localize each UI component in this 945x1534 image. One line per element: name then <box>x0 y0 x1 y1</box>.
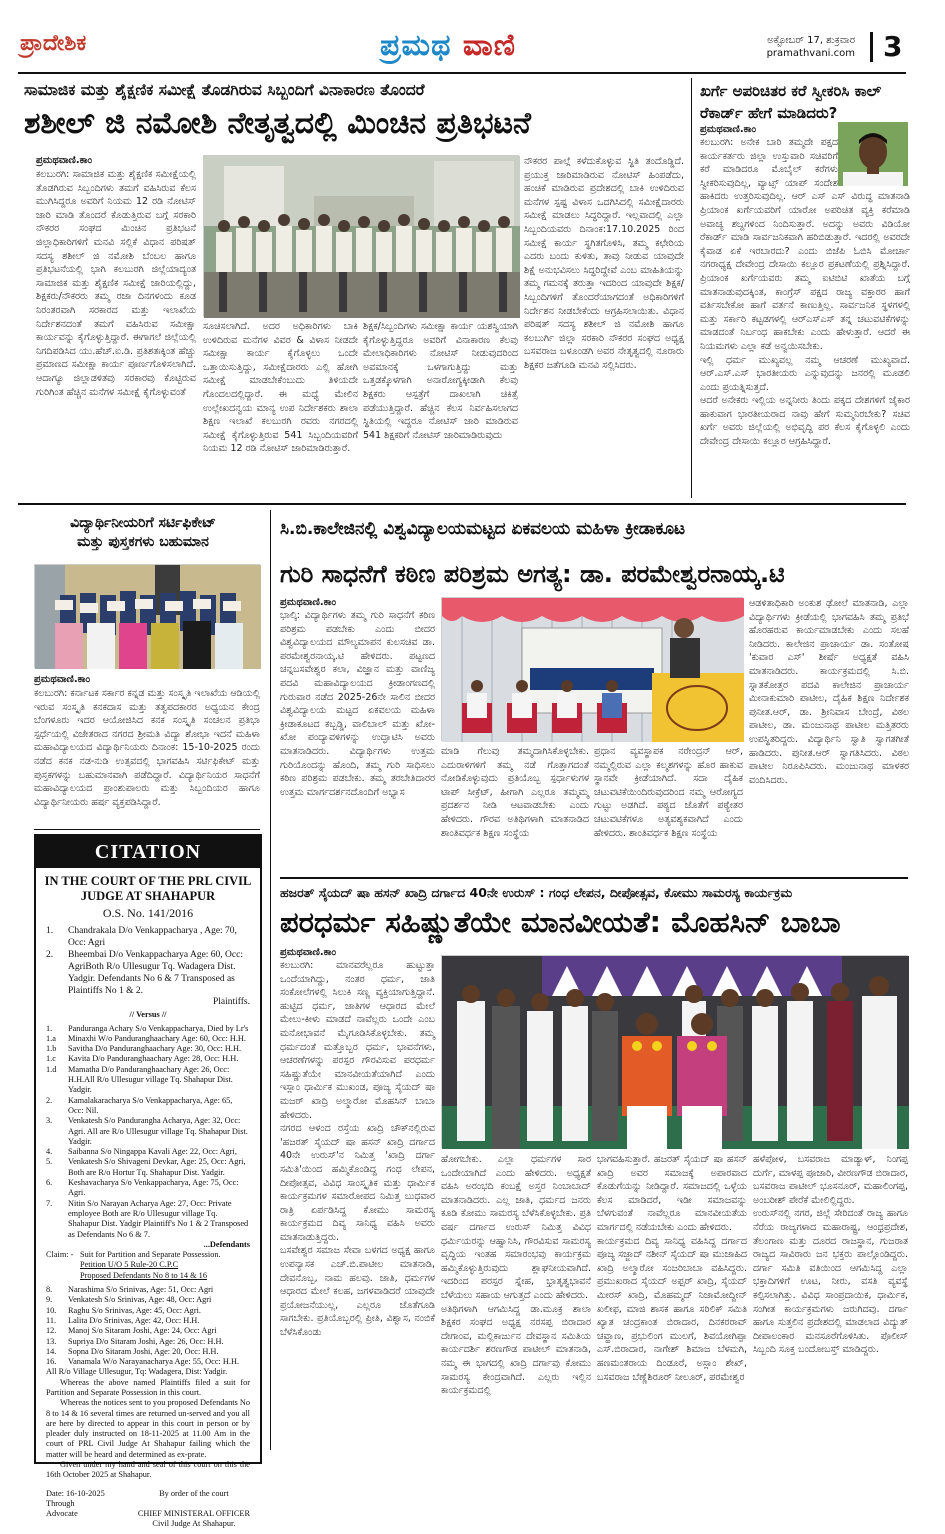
protest-photo <box>203 155 519 317</box>
story2-headline[interactable]: ಖರ್ಗೆ ಅಪರಿಚಿತರ ಕರೆ ಸ್ವೀಕರಿಸಿ ಕಾಲ್ ರೆಕಾರ್ಡ್ ಹೇಗೆ ಮಾಡಿದರು? <box>700 82 882 122</box>
sports-event-photo <box>441 597 743 741</box>
story4-col1: ಭಾಲ್ಕಿ: ವಿದ್ಯಾರ್ಥಿಗಳು ತಮ್ಮ ಗುರಿ ಸಾಧನೆಗೆ ಕಠಿಣ ಪರಿಶ್ರಮ ಪಡಬೇಕು ಎಂದು ಬೀದರ ವಿಶ್ವವಿದ್ಯಾಲಯದ ಮೌಲ್ಯಮಾಪನ ಕುಲಸಚಿವ ಡಾ. ಪರಮೇಶ್ವರನಾಯ್ಕ.ಟಿ ಹೇಳಿದರು. ಪಟ್ಟಣದ ಚನ್ನಬಸವೇಶ್ವರ ಕಲಾ, ವಿಜ್ಞಾನ ಮತ್ತು ವಾಣಿಜ್ಯ ಪದವಿ ಮಹಾವಿದ್ಯಾಲಯದ ಕ್ರೀಡಾಂಗಣದಲ್ಲಿ ಗುರುವಾರ ನಡೆದ 2025-26ನೇ ಸಾಲಿನ ಬೀದರ ವಿಶ್ವವಿದ್ಯಾಲಯ ಮಟ್ಟದ ಏಕವಲಯ ಮಹಿಳಾ ಕ್ರೀಡಾಕೂಟದ ಕಬ್ಬಡ್ಡಿ, ವಾಲಿಬಾಲ್ ಮತ್ತು ಖೋ-ಖೋ ಪಂದ್ಯಾವಳಿಗಳನ್ನು ಉದ್ಘಾಟಿಸಿ ಅವರು ಮಾತನಾಡಿದರು. ವಿದ್ಯಾರ್ಥಿಗಳು ಉತ್ತಮ ಗುರಿಯೊಂದನ್ನು ಹೊಂದಿ, ತಮ್ಮ ಗುರಿ ಸಾಧಿಸಲು ಕಠಿಣ ಪರಿಶ್ರಮ ಪಡಬೇಕು. ತಮ್ಮ ತರಬೇತಿದಾರರ ಉತ್ತಮ ಮಾರ್ಗದರ್ಶನದೊಂದಿಗೆ ಅಭ್ಯಾಸ <box>280 610 435 798</box>
story1-kicker: ಸಾಮಾಜಿಕ ಮತ್ತು ಶೈಕ್ಷಣಿಕ ಸಮೀಕ್ಷೆ ತೊಡಗಿರುವ ಸಿಬ್ಬಂದಿಗೆ ವಿನಾಕಾರಣ ತೊಂದರೆ <box>24 81 425 99</box>
story5-byline: ಪ್ರಮಥವಾಣಿ.ಕಾಂ <box>280 947 337 958</box>
party-number: 1.d <box>46 1064 57 1074</box>
story3-headline[interactable] <box>18 514 268 552</box>
section-label: ಪ್ರಾದೇಶಿಕ <box>20 30 87 56</box>
party-text: Manoj S/o Sitaram Joshi, Age: 24, Occ: Agri <box>68 1326 217 1336</box>
logo-part1: ಪ್ರಮಥ <box>380 28 452 63</box>
party-text: Kavita D/o Panduranghaachary Age: 28, Occ: H.H. <box>68 1054 239 1064</box>
party-number: 1. <box>46 926 54 936</box>
group-protest-image <box>204 156 520 318</box>
citation-party-row <box>46 1326 250 1336</box>
story5-col3: ಭಾಗವಹಿಸುತ್ತಾರೆ. ಹಜರತ್ ಸೈಯದ್ ಷಾ ಹಸನ್ ಖಾದ್ರಿ ಅವರ ಸಮಾಜಕ್ಕೆ ಅಪಾರವಾದ ಕೊಡುಗೆಯನ್ನು ನೀಡಿದ್ದಾರೆ. ಸಮಾಜದಲ್ಲಿ ಒಳ್ಳೆಯ ಕೆಲಸ ಮಾಡಿದರೆ, ಇಡೀ ಸಮಾಜವನ್ನು ಬೆಳಗುವಂತೆ ನಾವೆಲ್ಲರೂ ಮಾನವೀಯತೆಯ ಮಾರ್ಗದಲ್ಲಿ ನಡೆಯಬೇಕು ಎಂದು ಹೇಳಿದರು. ಕಾರ್ಯಕ್ರಮದ ದಿವ್ಯ ಸಾನಿಧ್ಯ ವಹಿಸಿದ್ದ ದರ್ಗಾದ ಪೂಜ್ಯ ಸಜ್ಜಾದ್ ನಶೀನ್ ಸೈಯದ್ ಷಾ ಮುಜಾಹಿದ ಖಾದ್ರಿ ಅಲ್ಮಾರೋ ಸಂಜರಿಬಾಬಾ ವಹಿಸಿದ್ದರು. ಪ್ರಮುಖರಾದ ಸೈಯದ್ ಅಫ್ಸರ್ ಖಾದ್ರಿ, ಸೈಯದ್ ಮೀರಸ್ ಖಾದ್ರಿ, ಮೊಹಮ್ಮದ್ ನಿಜಾಮೋದ್ದೀನ್ ಖಲೀಫ, ಮಾಜಿ ಶಾಸಕ ಹಾಗೂ ಸರಿಲಿಕ್ ಸಮಿತಿ ಖ್ಯಾತ ಚಂದ್ರಕಾಂತ ಬಿರಾದಾರ, ದಿನಕರರಾವ್ ಚವ್ಹಾಣ, ಪ್ರಭುಲಿಂಗ ಮುಲಗೆ, ಶಿವಯೋಗಿಪ್ಪಾ ಎಸ್.ಬಿರಾದಾರ, ನಾಗೇಶ್ ಶಿಮಾಜ ಬೆಳಮಗಿ, ಹಣಮಂತರಾಯ ದಿಂಡೂರೆ, ಅಸ್ಲಾಂ ಶೇಖ್, ಬಸವರಾಜ ಬೆಣ್ಣೆಶಿರೂರ್ ನೀಲೂರ್, ಪರಮೇಶ್ವರ <box>597 1154 747 1383</box>
story2-byline: ಪ್ರಮಥವಾಣಿ.ಕಾಂ <box>700 124 757 135</box>
notice-date: Date: 16-10-2025 <box>46 1488 105 1498</box>
citation-party-row <box>46 1116 250 1147</box>
versus-label: // Versus // <box>129 1010 167 1020</box>
citation-party-row <box>46 1337 250 1347</box>
claim <box>46 1250 250 1281</box>
citation-notice <box>34 834 262 1529</box>
party-text: Sopna D/o Sitaram Joshi, Age: 20, Occ: H.H. <box>68 1346 219 1356</box>
story4-kicker: ಸಿ.ಬಿ.ಕಾಲೇಜಿನಲ್ಲಿ ವಿಶ್ವವಿದ್ಯಾಲಯಮಟ್ಟದ ಏಕವಲಯ ಮಹಿಳಾ ಕ್ರೀಡಾಕೂಟ <box>280 519 686 539</box>
citation-party-row <box>46 1044 250 1054</box>
citation-party-row <box>46 1306 250 1316</box>
defendants-label: ...Defendants <box>203 1239 250 1249</box>
party-text: Saibanna S/o Ningappa Kavali Age: 22, Occ: Agri, <box>68 1147 237 1157</box>
signature-row <box>46 1489 250 1530</box>
edition-info <box>720 34 855 60</box>
party-number: 4. <box>46 1147 53 1157</box>
signature-right <box>138 1489 250 1530</box>
story3-headline-line1: ವಿದ್ಯಾರ್ಥಿನೀಯರಿಗೆ ಸರ್ಟಿಫಿಕೇಟ್ <box>70 515 216 531</box>
party-text: Venkatesh S/o Shivageni Devkar, Age: 25, Occ: Agri, Both are R/o Hortur Tq. Shahapur Dist. Yadgir. <box>68 1157 246 1177</box>
story4-col4: ಆಡಳಿತಾಧಿಕಾರಿ ಅಂಕುಶ ಢೋಲೆ ಮಾತನಾಡಿ, ಎಲ್ಲಾ ವಿದ್ಯಾರ್ಥಿಗಳು ಕ್ರೀಡೆಯಲ್ಲಿ ಭಾಗವಹಿಸಿ ತಮ್ಮ ಪ್ರತಿಭೆ ಹೊರಹರುವ ಕಾರ್ಯಮಾಡಬೇಕು ಎಂದು ಸಲಹೆ ನೀಡಿದರು. ಕಾಲೇಜಿನ ಪ್ರಾಚಾರ್ಯ ಡಾ. ಸಂತೋಷ 'ಕುವಾರ ಎಸ್' ಶೀರ್ಷೆ ಅಧ್ಯಕ್ಷತೆ ವಹಿಸಿ ಮಾತನಾಡಿದರು. ಕಾರ್ಯಕ್ರಮದಲ್ಲಿ ಸಿ.ಬಿ. ಸ್ನಾತಕೋತ್ತರ ಪದವಿ ಕಾಲೇಜಿನ ಪ್ರಾಚಾರ್ಯ ಮೀನಾಕುಮಾರಿ ಪಾಟೀಲ, ದೈಹಿಕ ಶಿಕ್ಷಣ ನಿರ್ದೇಶಕ ಪುನೀತ.ಆರ್, ಡಾ. ಶ್ರೀನಿವಾಸ ಬೇಂದ್ರೆ, ವಿಠಲ ಪಾಟೀಲ, ಡಾ. ಮಂಜುನಾಥ ಪಾಟೀಲ ಮತ್ತಿತರರು ಉಪಸ್ಥಿತರಿದ್ದರು. ವಿದ್ಯಾರ್ಥಿನಿ ಸ್ವಾತಿ ಸ್ವಾಗತಗೀತೆ ಹಾಡಿದರು. ಪುನೀತ.ಆರ್ ಸ್ವಾಗತಿಸಿದರು. ವಿಠಲ ಪಾಟೀಲ ನಿರೂಪಿಸಿದರು. ಮಂಜುನಾಥ ಮಾಳಕರ ವಂದಿಸಿದರು. <box>749 598 909 786</box>
urus-felicitation-image <box>442 956 909 1149</box>
story5-headline[interactable]: ಪರಧರ್ಮ ಸಹಿಷ್ಣುತೆಯೇ ಮಾನವೀಯತೆ: ಮೊಹಸಿನ್ ಬಾಬಾ <box>280 905 841 939</box>
citation-party-row <box>46 1096 250 1117</box>
party-number: 2. <box>46 950 54 960</box>
claim-label: Claim: - <box>46 1250 74 1260</box>
story1-col3: ಶಿಕ್ಷಕ/ಸಿಬ್ಬಂದಿಗಳು ಸಮೀಕ್ಷಾ ಕಾರ್ಯ ಯಶಸ್ವಿಯಾಗಿ ಕೈಗೊಳ್ಳುತ್ತಿದ್ದರೂ ಅವರಿಗೆ ವಿನಾಕಾರಣ ಕೆಲವು ಮೇಲಾಧಿಕಾರಿಗಳು ನೋಟಿಸ್ ನೀಡುವುದರಿಂದ ಅವಮಾನಕ್ಕೆ ಒಳಗಾಗುತ್ತಿದ್ದು ಮತ್ತು ಒತ್ತಡಕ್ಕೊಳಗಾಗಿ ಅನಾರೋಗ್ಯಕ್ಕೀಡಾಗಿ ಕೆಲವು ಶಿಕ್ಷಕರು ಆಸ್ಪತ್ರೆಗೆ ದಾಖಲಾಗಿ ಚಿಕಿತ್ಸೆ ಪಡೆಯುತ್ತಿದ್ದಾರೆ. ಹೆಚ್ಚಿನ ಕೆಲಸ ನಿರ್ವಹಿಸಲಾಗದ ಸ್ಥಿತಿಯಲ್ಲಿ ಇದ್ದರೂ ನೋಟಿಸ್ ಜಾರಿ ಮಾಡಿರುವ 541 ಶಿಕ್ಷಕರಿಗೆ ನೋಟಿಸ್ ಜಾರಿಮಾಡಿರುವುದು <box>363 321 518 441</box>
students-photo <box>34 564 260 668</box>
citation-party-row <box>46 1024 250 1034</box>
story3-byline: ಪ್ರಮಥವಾಣಿ.ಕಾಂ <box>34 674 91 685</box>
citation-party-row <box>46 1295 250 1305</box>
story1-byline: ಪ್ರಮಥವಾಣಿ.ಕಾಂ <box>36 155 93 166</box>
masthead-divider <box>18 72 906 74</box>
claim-line: Petition U/O 5 Rule-20 C.P.C <box>80 1260 179 1270</box>
story4-col2: ಮಾಡಿ ಗೆಲುವು ತಮ್ಮದಾಗಿಸಿಕೊಳ್ಳಬೇಕು. ಎದುರಾಳಿಗಳಿಗೆ ತಮ್ಮ ನಡೆ ಗೊತ್ತಾಗದಂತೆ ನೋಡಿಕೊಳ್ಳುವುದು ಪ್ರತಿಯೊಬ್ಬ ಸ್ಪರ್ಧಾಳುಗಳ ಟಾಪ್ ಸೀಕ್ರೆಟ್, ಹೀಗಾಗಿ ಎಲ್ಲರೂ ತಮ್ಮಮ್ಮ ಪ್ರದರ್ಶನ ನೀಡಿ ಆಟವಾಡಬೇಕು ಎಂದು ಹೇಳಿದರು. ಗೌರವ ಅತಿಥಿಗಳಾಗಿ ಮಾತನಾಡಿದ ಶಾಂತಿವರ್ಧಕ ಶಿಕ್ಷಣ ಸಂಸ್ಥೆಯ <box>441 746 589 839</box>
citation-party-row <box>46 1357 250 1367</box>
by-order-label: By order of the court <box>159 1488 229 1498</box>
story3-headline-line2: ಮತ್ತು ಪುಸ್ತಕಗಳು ಬಹುಮಾನ <box>77 534 209 550</box>
party-number: 8. <box>46 1285 53 1295</box>
party-number: 1.c <box>46 1054 56 1064</box>
citation-para1: Whereas the above named Plaintiffs filed a suit for Partition and Separate Possession in this court. <box>46 1377 250 1397</box>
citation-party-row <box>46 1347 250 1357</box>
story4-byline: ಪ್ರಮಥವಾಣಿ.ಕಾಂ <box>280 597 337 608</box>
party-number: 1.a <box>46 1033 56 1043</box>
citation-title: CITATION <box>36 836 260 868</box>
story5-col1: ಕಲಬುರಗಿ: ಮಾನವರೆಲ್ಲರೂ ಹುಟ್ಟುತ್ತಾ ಒಂದೆಯಾಗಿದ್ದು, ನಂತರ ಧರ್ಮ, ಜಾತಿ ಸಂಕೋಲೆಗಳಲ್ಲಿ ಸಿಲುಕಿ ಸಣ್ಣ ವ್ಯಕ್ತಿಯಾಗುತ್ತಿದ್ದಾನೆ. ಹುಟ್ಟಿದ ಧರ್ಮ, ಜಾತಿಗಳ ಆಧಾರದ ಮೇಲೆ ಮೇಲು-ಕೀಳು ಮಾಡದೆ ನಾವೆಲ್ಲರು ಒಂದೇ ಎಂಬ ಮನೋಭಾವನೆ ಮೈಗೂಡಿಸಿಕೊಳ್ಳಬೇಕು. ತಮ್ಮ ಧರ್ಮದಂತೆ ಮತ್ತೊಬ್ಬರ ಧರ್ಮ, ಭಾವನೆಗಳು, ಆಚರಣೆಗಳನ್ನು ಪರಸ್ಪರ ಗೌರವಿಸುವ ಪರಧರ್ಮ ಸಹಿಷ್ಣುತೆಯೇ ಮಾನವೀಯತೆಯಾಗಿದೆ ಎಂದು ಇಸ್ಲಾಂ ಧಾರ್ಮಿಕ ಮುಖಂಡ, ಪೂಜ್ಯ ಸೈಯದ್ ಷಾ ಮಜರ್ ಖಾದ್ರಿ ಅಲ್ಮಾರೋ ಮೊಹಸಿನ್ ಬಾಬಾ ಹೇಳಿದರು. ನಗರದ ಆಳಂದ ರಸ್ತೆಯ ಖಾದ್ರಿ ಚೌಕ್‌ನಲ್ಲಿರುವ 'ಹಜರತ್ ಸೈಯದ್ ಷಾ ಹಸನ್ ಖಾದ್ರಿ ದರ್ಗಾದ 40ನೇ ಉರುಸ್'ನ ನಿಮಿತ್ತ 'ಖಾದ್ರಿ ದರ್ಗಾ ಸಮಿತಿ'ಯಿಂದ ಹಮ್ಮಿಕೊಂಡಿದ್ದ ಗಂಧ ಲೇಪನ, ದೀಪೋತ್ಸವ, ವಿವಿಧ ಸಾಂಸ್ಕೃತಿಕ ಮತ್ತು ಧಾರ್ಮಿಕ ಕಾರ್ಯಕ್ರಮಗಳ ಸಮಾರೋಪದ ನಿಮಿತ್ತ ಬುಧವಾರ ರಾತ್ರಿ ಏರ್ಪಡಿಸಿದ್ದ ಕೋಮು ಸಾಮರಸ್ಯ ಕಾರ್ಯಕ್ರಮದ ದಿವ್ಯ ಸಾನಿಧ್ಯ ವಹಿಸಿ ಅವರು ಮಾತನಾಡುತ್ತಿದ್ದರು. ಬಸವೇಶ್ವರ ಸಮಾಜ ಸೇವಾ ಬಳಗದ ಅಧ್ಯಕ್ಷ ಹಾಗೂ ಉಪನ್ಯಾಸಕ ಎಚ್.ಬಿ.ಪಾಟೀಲ ಮಾತನಾಡಿ, ದೇವನೊಬ್ಬ, ನಾಮ ಹಲವು. ಜಾತಿ, ಧರ್ಮಗಳ ಆಧಾರದ ಮೇಲೆ ಕಲಹ, ಜಗಳವಾಡಿದರೆ ಯಾವುದೇ ಪ್ರಯೋಜನೆಯುಲ್ಲ, ಎಲ್ಲರೂ ಜೊತೆಗೂಡಿ ಸಾಗಬೇಕು. ಪ್ರತಿಯೊಬ್ಬರಲ್ಲಿ ಪ್ರೀತಿ, ವಿಶ್ವಾಸ, ನಂಬಿಕೆ ಬೆಳೆಸಿಕೊಂಡು <box>280 960 435 1339</box>
story5-col4: ಹಳೆಪೋಳ, ಬಸವರಾಜ ಮಾಡ್ಯಾಳ್, ನಿಂಗಪ್ಪ ದುರ್ಗೆ, ಮಾಳಪ್ಪ ಪೂಜಾರಿ, ವೀರಣಗೌಡ ಬಿರಾದಾರ, ಬಸವರಾಜ ಪಾಟೀಲ್ ಭೂಸನೂರ್, ಮಹಾಲಿಂಗಪ್ಪ, ಅಂಬರೀಶ್ ಪೇರೆಕೆ ಮೇಲಿಲ್ಲಿದ್ದರು. ಉರುಸ್‌ನಲ್ಲಿ ನಗರ, ಜಿಲ್ಲೆ ಸೇರಿದಂತೆ ರಾಜ್ಯ ಹಾಗೂ ನೆರೆಯ ರಾಜ್ಯಗಳಾದ ಮಹಾರಾಷ್ಟ್ರ, ಆಂಧ್ರಪ್ರದೇಶ, ತೆಲಂಗಾಣ ಮತ್ತು ದೂರದ ರಾಜಸ್ಥಾನ, ಗುಜರಾತ ರಾಜ್ಯದ ಸಾವಿರಾರು ಜನ ಭಕ್ತರು ಪಾಲ್ಗೊಂಡಿದ್ದರು. ದರ್ಗಾ ಸಮಿತಿ ವತಿಯಿಂದ ಆಗಮಿಸಿದ್ದ ಎಲ್ಲಾ ಭಕ್ತಾದಿಗಳಿಗೆ ಊಟ, ನೀರು, ವಸತಿ ವ್ಯವಸ್ಥೆ ಕಲ್ಪಿಸಲಾಗಿತ್ತು. ವಿವಿಧ ಸಾಂಪ್ರದಾಯಿಕ, ಧಾರ್ಮಿಕ, ಸಂಗೀತ ಕಾರ್ಯಕ್ರಮಗಳು ಜರುಗಿದವು. ದರ್ಗಾ ಹಾಗೂ ಸುತ್ತಲಿನ ಪ್ರದೇಶದಲ್ಲಿ ಮಾಡಲಾದ ವಿದ್ಯುತ್ ದೀಪಾಲಂಕಾರ ಮನಸೂರೆಗೊಳಿಸಿತು. ಪೊಲೀಸ್ ಸಿಬ್ಬಂದಿ ಸೂಕ್ತ ಬಂದೋಬಸ್ತ್ ಮಾಡಿದ್ದರು. <box>753 1154 908 1356</box>
party-number: 12. <box>46 1326 57 1336</box>
party-text: Mamatha D/o Panduranghaachary Age: 26, Occ: H.H.All R/o Ullesugur village Tq. Shahapur Dist. Yadgir. <box>68 1064 233 1095</box>
party-text: Kamalakaracharya S/o Venkappacharya, Age: 65, Occ: Nil. <box>68 1095 233 1115</box>
citation-party-row <box>46 1034 250 1044</box>
photo-wrap <box>838 136 910 188</box>
party-text: Bheembai D/o Venkappacharya Age: 60, Occ: AgriBoth R/o Ullesugur Tq. Wadagera Dist. Yadgir. Defendants No 6 & 7 Transposed as Plaintiffs No 1 & 2. <box>68 950 243 996</box>
citation-party-row <box>46 925 250 949</box>
party-number: 11. <box>46 1315 57 1325</box>
story5-col2: ಹೋಗಬೇಕು. ಎಲ್ಲಾ ಧರ್ಮಗಳ ಸಾರ ಒಂದೇಯಾಗಿದೆ ಎಂದು ಹೇಳಿದರು. ಅಧ್ಯಕ್ಷತೆ ವಹಿಸಿ ಅರಂಭದಿ ಕಂಬಕ್ಷೆ ಅಸ್ತರ ನಿಂಬಾಬಾದ್‌ ಮಾತನಾಡಿದರು. ಎಲ್ಲ ಜಾತಿ, ಧರ್ಮದ ಜನರು ಕೂಡಿ ಕೋಮು ಸಾಮರಸ್ಯ ಬೆಳೆಸಿಕೊಳ್ಳಬೇಕು. ಪ್ರತಿ ವರ್ಷ ದರ್ಗಾದ ಉರುಸ್ ನಿಮಿತ್ತ ವಿವಿಧ ಧರ್ಮಿಯರನ್ನು ಆಹ್ವಾನಿಸಿ, ಗೌರವಿಸುವ ಸಾಮರಸ್ಯ ವೃದ್ಧಿಯ ಇಂತಹ ಸಮಾರಂಭವು ಕಾರ್ಯಕ್ರಮ ಹಮ್ಮಿಕೊಳ್ಳುತ್ತಿರುವುದು ಶ್ಲಾಘನೀಯವಾಗಿದೆ. ಇದರಿಂದ ಪರಸ್ಪರ ಸ್ನೇಹ, ಭ್ರಾತೃತ್ವಭಾವನೆ ಬೆಳೆಯಲು ಸಹಾಯ ಆಗುತ್ತದೆ ಎಂದು ಹೇಳಿದರು. ಅತಿಥಿಗಳಾಗಿ ಆಗಮಿಸಿದ್ದ ಡಾ.ಮೂಕ್ರ ಶಾಲಾ ಶಿಕ್ಷಕರ ಸಂಘದ ಅಧ್ಯಕ್ಷ ನರಸಪ್ಪ ಬಿರಾದಾರ ದೇಗಾಂವ, ಮಲ್ಲಿಕಾರ್ಜುನ ದೇವಸ್ಥಾನ ಸಮಿತಿಯ ಕಾರ್ಯದರ್ಶಿ ಶರಣಗೌಡ ಪಾಟೀಲ್ ಮಾತನಾಡಿ, ನಮ್ಮ ಈ ಭಾಗದಲ್ಲಿ ಖಾದ್ರಿ ದರ್ಗಾವು ಕೋಮು ಸಾಮರಸ್ಯ ಕೇಂದ್ರವಾಗಿದೆ. ಎಲ್ಲರು ಇಲ್ಲಿನ ಕಾರ್ಯಕ್ರಮದಲ್ಲಿ <box>441 1154 591 1397</box>
party-number: 14. <box>46 1346 57 1356</box>
through-label: Through <box>46 1498 75 1508</box>
party-number: 16. <box>46 1357 57 1367</box>
party-text: Narashima S/o Srinivas, Age: 51, Occ: Agri <box>68 1285 214 1295</box>
party-number: 3. <box>46 1116 53 1126</box>
party-text: Nitin S/o Narayan Acharya Age: 27, Occ: Private employee Both are R/o Ullesugur village Tq. Shahapur Dist. Yadgir Plaintiff's No 1 & 2 Transposed as Defendants No 6 & 7. <box>68 1198 249 1239</box>
party-text: Minaxhi W/o Panduranghaachary Age: 60, Occ: H.H. <box>68 1033 246 1043</box>
party-text: Venkatesh S/o Pandurangha Acharya, Age: 32, Occ: Agri. All are R/o Ullesugur village Tq. Shahapur Dist. Yadgir. <box>68 1116 248 1146</box>
party-number: 1. <box>46 1023 53 1033</box>
party-text: Venkatesh S/o Srinivas, Age: 48, Occ: Agri <box>68 1295 212 1305</box>
story4-col3: ಪ್ರಧಾನ ವ್ಯವಸ್ಥಾಪಕ ನರೇಂದ್ರನ್ ಆರ್, ನಮ್ಮಲ್ಲಿರುವ ಎಲ್ಲಾ ಕಲ್ಮಶಗಳನ್ನು ಹೊರ ಹಾಕುವ ಸ್ಥಾನವೇ ಕ್ರೀಡೆಯಾಗಿದೆ. ಸದಾ ದೈಹಿಕ ಚಟುವಟಿಕೆಯಿಂದಿರುವುದರಿಂದ ನಮ್ಮ ಆರೋಗ್ಯದ ಗುಟ್ಟು ಅಡಗಿದೆ. ಪಠ್ಯದ ಜೊತೆಗೆ ಪಠ್ಯೇತರ ಚಟುವಟಿಕೆಗಳೂ ಅತ್ಯವಶ್ಯಕವಾಗಿದೆ ಎಂದು ಹೇಳಿದರು. ಶಾಂತಿವರ್ಧಕ ಶಿಕ್ಷಣ ಸಂಸ್ಥೆಯ <box>594 746 743 839</box>
party-text: Savitha D/o Panduranghaachary Age: 30, Occ: H.H. <box>68 1044 242 1054</box>
case-number: O.S. No. 141/2016 <box>102 906 194 920</box>
claim-line: Proposed Defendants No 8 to 14 & 16 <box>80 1270 207 1280</box>
party-text: Lalita D/o Srinivas, Age: 42, Occ: H.H. <box>68 1315 200 1325</box>
story2-text: ಕಲಬುರಗಿ: ಅನೇಕ ಬಾರಿ ತಮ್ಮದೇ ಪಕ್ಷದ ಕಾರ್ಯಕರ್ತರು ಜಿಲ್ಲಾ ಉಸ್ತುವಾರಿ ಸಚಿವರಿಗೆ ಕರೆ ಮಾಡಿದರೂ ಮೊಬೈಲ್ ಕರೆಗಳು ಸ್ವೀಕರಿಸುವುದಿಲ್ಲ, ವ್ಯಾಟ್ಸ್ ಯಾಪ್ ಸಂದೇಶ ಹಾಕಿದರು ಉತ್ತರಿಸುವುದಿಲ್ಲ. ಆರ್ ಎಸ್ ಎಸ್ ವಿರುದ್ಧ ಮಾತನಾಡಿ ಪ್ರಿಯಾಂಕ ಖರ್ಗೆಯವರಿಗೆ ಯಾರೋ ಅಪರಿಚಿತ ವ್ಯಕ್ತಿ ಕರೆಮಾಡಿ ಅವಾಚ್ಯ ಶಬ್ದಗಳಿಂದ ನಿಂದಿಸುತ್ತಾರೆ. ಅದನ್ನು ಅವರು ವಿಡಿಯೋ ರೆಕಾರ್ಡ್ ಮಾಡಿ ಸಾರ್ವಜನಿಕವಾಗಿ ಹರಿಬಿಡುತ್ತಾರೆ. ಇದರಲ್ಲಿ ಅವರದೇ ಕೈವಾಡ ಏಕೆ ಇರಬಾರದು? ಎಂದು ಬಿಜೆಪಿ ಓಬಿಸಿ ಮೋರ್ಚಾ ನಗರಾಧ್ಯಕ್ಷ ದೇವೇಂದ್ರ ದೇಸಾಯಿ ಕಲ್ಲೂರ ಪ್ರಕಟಣೆಯಲ್ಲಿ ಪ್ರಶ್ನಿಸಿದ್ದಾರೆ. ಪ್ರಿಯಾಂಕ ಖರ್ಗೆಯವರು ತಮ್ಮ ಐಟಿಬಿಟಿ ಖಾತೆಯ ಬಗ್ಗೆ ಮಾತನಾಡುವುದಕ್ಕಿಂತ, ಕಾಂಗ್ರೆಸ್ ಪಕ್ಷದ ರಾಜ್ಯ ವಕ್ತಾರರ ಹಾಗೆ ವರ್ತಿಸಬೇಕೋ ಹಾಗೆ ವರ್ತನೆ ಕಾಣುತ್ತಿಲ್ಲ. ಸಾರ್ವಜನಿಕ ಸ್ಥಳಗಳಲ್ಲಿ ಮತ್ತು ಸರ್ಕಾರಿ ಕಟ್ಟಡಗಳಲ್ಲಿ ಆರ್‌ಎಸ್‌ಎಸ್ ತನ್ನ ಚಟುವಟಿಕೆಗಳನ್ನು ಮಾಡದಂತೆ ನಿರ್ಬಂಧ ಹಾಕಬೇಕು ಎಂದು ಹೇಳುತ್ತಾರೆ. ಆದರೆ ಈ ನಿಯಮಗಳು ಎಲ್ಲಾ ಕಡೆ ಅನ್ವಯಿಸಬೇಕು. ಇಲ್ಲಿ ಧರ್ಮ ಮುಖ್ಯವಲ್ಲ ನಮ್ಮ ಆಚರಣೆ ಮುಖ್ಯವಾದೆ. ಆರ್.ಎಸ್.ಎಸ್ ಭಾರತೀಯರು ಎನ್ನುವುದನ್ನು ಜನರಲ್ಲಿ ಮೂಡಲಿ ಎಂದು ಪ್ರಯತ್ನಿಸುತ್ತದೆ. ಆದರೆ ಅನೇಕರು ಇಲ್ಲಿಯ ಅನ್ನನೀರು ತಿಂದು ಪಕ್ಕದ ದೇಶಗಳಿಗೆ ಜೈಕಾರ ಹಾಕುವಾಗ ಭಾರತೀಯರಾದ ನಾವು ಹೇಗೆ ಸುಮ್ಮನಿರಬೇಕು? ಸಚಿವ ಖರ್ಗೆ ಅವರು ಜಿಲ್ಲೆಯಲ್ಲಿ ಅಭಿವೃದ್ಧಿ ಪರ ಕೆಲಸ ಕೈಗೊಳ್ಳಲಿ ಎಂದು ದೇವೇಂದ್ರ ದೇಸಾಯಿ ಕಲ್ಲೂರ ಆಗ್ರಹಿಸಿದ್ದಾರೆ. <box>700 137 910 448</box>
section-divider <box>18 503 906 505</box>
urus-photo <box>441 955 908 1148</box>
story2-body <box>700 136 910 496</box>
citation-party-row <box>46 949 250 997</box>
proposed-defendants-list <box>46 1285 250 1367</box>
party-number: 2. <box>46 1095 53 1105</box>
advocate-label: Advocate <box>46 1509 78 1519</box>
citation-party-row <box>46 1199 250 1240</box>
citation-party-row <box>46 1054 250 1064</box>
party-number: 7. <box>46 1198 53 1208</box>
citation-party-row <box>46 1285 250 1295</box>
newspaper-logo[interactable] <box>380 28 516 63</box>
sports-event-stage-image <box>442 598 744 742</box>
claim-lines <box>80 1250 221 1281</box>
story1-col4: ನೌಕರರ ಪಾಲ್ಗೆ ಕಳೆದುಕೊಳ್ಳುವ ಸ್ಥಿತಿ ತಂದೊಡ್ಡಿದೆ. ಪ್ರಯುಕ್ತ ಜಾರಿಮಾಡಿರುವ ನೋಟಿಸ್ ಹಿಂಪಡೆದು, ಹಂಚಿಕೆ ಮಾಡಿರುವ ಪ್ರದೇಶದಲ್ಲಿ ಬಾಕಿ ಉಳಿದಿರುವ ಮನೆಗಳ ಸ್ಪಷ್ಟ ವಿಳಾಸ ಒದಗಿಸಿದಲ್ಲಿ ಸಮೀಕ್ಷೆದಾರರು ಸಮೀಕ್ಷೆ ಮಾಡಲು ಸಿದ್ಧರಿದ್ದಾರೆ. ಇಲ್ಲವಾದಲ್ಲಿ ಎಲ್ಲಾ ಸಿಬ್ಬಂದಿಯವರು ದಿನಾಂಕ:17.10.2025 ರಿಂದ ಸಮೀಕ್ಷೆ ಕಾರ್ಯ ಸ್ಥಗಿತಗೊಳಿಸಿ, ತಮ್ಮ ಕಛೇರಿಯ ಎದರು ಬಂದು ಕುಳಿತು, ತಾವು ನೀಡುವ ಯಾವುದೇ ಶಿಕ್ಷೆ ಅನುಭವಿಸಲು ಸಿದ್ಧರಿದ್ದೇವೆ ಎಂಬ ಮಾಹಿತಿಯನ್ನು ತಮ್ಮ ಗಮನಕ್ಕೆ ತರುತ್ತಾ ಇದರಿಂದ ಯಾವುದೇ ಶಿಕ್ಷಕ/ಸಿಬ್ಬಂದಿಗಳಿಗೆ ತೊಂದರೆಯಾಗದಂತೆ ಅಧಿಕಾರಿಗಳಿಗೆ ನಿರ್ದೇಶನ ನೀಡಬೇಕೆಂದು ಆಗ್ರಹಿಸಲಾಯಿತು. ವಿಧಾನ ಪರಿಷತ್ ಸದಸ್ಯ ಶಶೀಲ್ ಜಿ ನಮೋಶಿ ಹಾಗೂ ಕಲಬುರ್ಗಿ ಜಿಲ್ಲಾ ಸರಕಾರಿ ನೌಕರರ ಸಂಘದ ಅಧ್ಯಕ್ಷ ಬಸವರಾಜ ಬಳೂಂಡಗಿ ಅವರ ನೇತೃತ್ವದಲ್ಲಿ ನೂರಾರು ಶಿಕ್ಷಕರ ಜತೆಗೂಡಿ ಮನವಿ ಸಲ್ಲಿಸಿದರು. <box>524 156 684 371</box>
students-certificates-image <box>35 565 261 669</box>
party-text: Vanamala W/o Narayanacharya Age: 55, Occ: H.H. <box>68 1357 240 1367</box>
story1-col1: ಕಲಬುರಗಿ: ಸಾಮಾಜಿಕ ಮತ್ತು ಶೈಕ್ಷಣಿಕ ಸಮೀಕ್ಷೆಯಲ್ಲಿ ತೊಡಗಿರುವ ಸಿಬ್ಬಂದಿಗಳು ತಮಗೆ ವಹಿಸಿರುವ ಕೆಲಸ ಮುಗಿಸಿದ್ದರೂ ಅವರಿಗೆ ನಿಯಮ 12 ರಡಿ ನೋಟಿಸ್ ಜಾರಿ ಮಾಡಿ ತೊಂದರೆ ಕೊಡುತ್ತಿರುವ ಬಗ್ಗೆ ಸರಕಾರಿ ನೌಕರರ ಸಂಘದ ಮಿಂಚಿನ ಪ್ರತಿಭಟನೆ ಜಿಲ್ಲಾಧಿಕಾರಿಗಳಿಗೆ ಮನವಿ ಸಲ್ಲಿಕೆ ವಿಧಾನ ಪರಿಷತ್ ಸದಸ್ಯ ಶಶೀಲ್ ಜಿ ನಮೋಶಿ ಬೆಂಬಲ ಹಾಗೂ ಪ್ರತಿಭಟನೆಯಲ್ಲಿ ಭಾಗಿ ಕಲಬುರಗಿ ಜಿಲ್ಲೆಯಾದ್ಯಂತ ಸಾಮಾಜಿಕ ಮತ್ತು ಶೈಕ್ಷಣಿಕ ಸಮೀಕ್ಷೆ ಜಾರಿಯಲ್ಲಿದ್ದು, ಶಿಕ್ಷಕರು/ನೌಕರರು ತಮ್ಮ ರಜಾ ದಿನಗಳಂದು ಕೂಡ ನಿರಂತರವಾಗಿ ಸರಕಾರದ ಮತ್ತು ಇಲಾಖೆಯ ನಿರ್ದೇಶನದಂತೆ ತಮಗೆ ವಹಿಸಿರುವ ಸಮೀಕ್ಷಾ ಕಾರ್ಯವನ್ನು ಕೈಗೊಳ್ಳುತ್ತಿದ್ದಾರೆ. ಈಗಾಗಲೆ ಜಿಲ್ಲೆಯಲ್ಲಿ ನಿಗದಿಪಡಿಸಿದ ಯು.ಹೆಚ್.ಐ.ಡಿ. ಪ್ರತಿಶತಃಕ್ಕಿಂತ ಹೆಚ್ಚು ಪ್ರಮಾಣದ ಸಮೀಕ್ಷಾ ಕಾರ್ಯ ಪೂರ್ಣಗೊಳಿಸಲಾಗಿದೆ. ಆದಾಗ್ಯೂ ಜಿಲ್ಲಾಡಳಿತವು ಸರಕಾರವು ಕೊಟ್ಟಿರುವ ಗುರಿಗಿಂತ ಹೆಚ್ಚಿನ ಮನೆಗಳ ಸಮೀಕ್ಷೆ ಕೈಗೊಳ್ಳುವಂತೆ <box>36 169 196 398</box>
officer-court: Civil Judge At Shahapur. <box>152 1519 236 1529</box>
section-divider <box>34 829 260 830</box>
page-number: 3 <box>870 32 902 62</box>
party-text: Panduranga Achary S/o Venkappacharya, Died by Lr's <box>68 1023 249 1033</box>
signature-left <box>46 1489 105 1530</box>
story3-body: ಕಲಬುರಗಿ: ಕರ್ನಾಟಕ ಸರ್ಕಾರ ಕನ್ನಡ ಮತ್ತು ಸಂಸ್ಕೃತಿ ಇಲಾಖೆಯ ಆಡಿಯಲ್ಲಿ ಇರುವ ಸಂಸ್ಕೃತಿ ಕನಕದಾಸ ಮತ್ತು ತತ್ವಪದಕಾರರ ಅಧ್ಯಯನ ಕೇಂದ್ರ ಬೆಂಗಳೂರು ಇದರ ಆಯೋಜಿಸಿದ ಕನಕ ಸಂಸ್ಕೃತಿ ಸಂಚಲನ ಪ್ರತಿಭಾ ಸ್ಪರ್ಧೆಯಲ್ಲಿ ವಿಜೇತರಾದ ನಗರದ ಶ್ರೀಮತಿ ವಿದ್ಯಾ ಶೋಭಾ ಇದನೆ ಮಹಿಳಾ ಮಹಾವಿದ್ಯಾಲಯದ ವಿದ್ಯಾರ್ಥಿನಿಯರು ದಿನಾಂಕ: 15-10-2025 ರಂದು ನಡೆದ ಕನಕ ನಡ-ನುಡಿ ಉತ್ಸವದಲ್ಲಿ ಭಾಗವಹಿಸಿ ಸರ್ಟಿಫಿಕೇಟ್ ಮತ್ತು ಪುಸ್ತಕಗಳನ್ನು ಬಹುಮಾನವಾಗಿ ಪಡೆದಿದ್ದಾರೆ. ವಿದ್ಯಾರ್ಥಿನಿಯರ ಸಾಧನೆಗೆ ಮಹಾವಿದ್ಯಾಲಯದ ಪ್ರಾಂಶುಪಾಲರು ಮತ್ತು ಸಿಬ್ಬಂದಿಯರ ಹಾಗೂ ವಿದ್ಯಾರ್ಥಿನೀಯರು ಹರ್ಷ ವ್ಯಕ್ತಪಡಿಸಿದ್ದಾರೆ. <box>34 688 260 808</box>
story4-headline[interactable]: ಗುರಿ ಸಾಧನೆಗೆ ಕಠಿಣ ಪರಿಶ್ರಮ ಅಗತ್ಯ: ಡಾ. ಪರಮೇಶ್ವರನಾಯ್ಕ.ಟಿ <box>280 560 785 588</box>
officer-title: CHIEF MINISTERAL OFFICER <box>137 1508 250 1518</box>
section-divider <box>280 877 908 879</box>
party-text: Keshavacharya S/o Venkappacharya, Age: 75, Occ: Agri. <box>68 1178 239 1198</box>
citation-party-row <box>46 1178 250 1199</box>
claim-line: Suit for Partition and Separate Possession. <box>80 1250 221 1260</box>
party-number: 1.b <box>46 1044 57 1054</box>
edition-date: ಅಕ್ಟೋಬರ್ 17, ಶುಕ್ರವಾರ <box>767 35 855 46</box>
citation-party-row <box>46 1065 250 1096</box>
party-number: 13. <box>46 1336 57 1346</box>
citation-party-row <box>46 1316 250 1326</box>
party-number: 5. <box>46 1157 53 1167</box>
column-divider <box>270 510 271 1450</box>
defendants-list <box>46 1024 250 1240</box>
citation-party-row <box>46 1157 250 1178</box>
party-text: Supriya D/o Sitaram Joshi, Age: 26, Occ: H.H. <box>68 1336 224 1346</box>
party-number: 10. <box>46 1305 57 1315</box>
party-number: 9. <box>46 1295 53 1305</box>
party-text: Chandrakala D/o Venkappacharya , Age: 70, Occ: Agri <box>68 926 237 948</box>
citation-party-row <box>46 1147 250 1157</box>
citation-para2: Whereas the notices sent to you proposed Defendants No 8 to 14 & 16 several times are returned un-served and you all are here by directed to appear in this court in person or by pleader duly instructed on 18-11-2025 at 11.00 Am in the court of PRL Civil Judge At Shahapur failing which the matter will be heard and determined as ex-prate. <box>46 1398 250 1459</box>
column-divider <box>691 78 692 498</box>
residence: All R/o Village Ullesugur, Tq: Wadagera, Dist: Yadgir. <box>46 1367 228 1377</box>
court-name: IN THE COURT OF THE PRL CIVIL JUDGE AT SHAHAPUR <box>44 874 252 903</box>
story5-kicker: ಹಜರತ್ ಸೈಯದ್ ಷಾ ಹಸನ್ ಖಾದ್ರಿ ದರ್ಗಾದ 40ನೇ ಉರುಸ್ : ಗಂಧ ಲೇಪನ, ದೀಪೋತ್ಸವ, ಕೋಮು ಸಾಮರಸ್ಯ ಕಾರ್ಯಕ್ರಮ <box>280 885 793 900</box>
logo-part2: ವಾಣಿ <box>462 28 517 63</box>
story1-headline[interactable]: ಶಶೀಲ್ ಜಿ ನಮೋಶಿ ನೇತೃತ್ವದಲ್ಲಿ ಮಿಂಚಿನ ಪ್ರತಿಭಟನೆ <box>24 106 531 141</box>
plaintiffs-label: Plaintiffs. <box>212 997 250 1007</box>
plaintiffs-list <box>46 925 250 997</box>
party-number: 6. <box>46 1178 53 1188</box>
citation-para3: Given under my hand and seal of this court on this the 16th October 2025 at Shahapur. <box>46 1460 250 1480</box>
story1-col2: ಸೂಚಿಸಲಾಗಿದೆ. ಅದರ ಅಧಿಕಾರಿಗಳು ಬಾಕಿ ಉಳಿದಿರುವ ಮನೆಗಳ ವಿವರ & ವಿಳಾಸ ನೀಡದೇ ಸಮೀಕ್ಷಾ ಕಾರ್ಯ ಕೈಗೊಳ್ಳಲು ಒಂದೇ ಒತ್ತಾಯಿಸುತ್ತಿದ್ದು, ಸಮೀಕ್ಷೆದಾರರು ಎಲ್ಲಿ ಹೋಗಿ ಸಮೀಕ್ಷೆ ಮಾಡಬೇಕೆಂಬುದು ತಿಳಿಯದೇ ಗೊಂದಲದಲ್ಲಿದ್ದಾರೆ. ಈ ಮಧ್ಯೆ ಮೇಲಿನ ಉಲ್ಲೇಖದನ್ವಯ ಮಾನ್ಯ ಉಪ ನಿರ್ದೇಶಕರು ಶಾಲಾ ಶಿಕ್ಷಣ ಇಲಾಖೆ ಕಲಬುರಗಿ ರವರು ನಗರದಲ್ಲಿ ಸಮೀಕ್ಷೆ ಕೈಗೊಳ್ಳುತ್ತಿರುವ 541 ಸಿಬ್ಬಂದಿಯವರಿಗೆ ನಿಯಮ 12 ರಡಿ ನೋಟಿಸ್ ಜಾರಿಮಾಡಿರುತ್ತಾರೆ. <box>203 321 358 455</box>
citation-body <box>36 921 260 1534</box>
party-text: Raghu S/o Srinivas, Age: 45, Occ: Agri. <box>68 1305 201 1315</box>
website-link[interactable]: pramathvani.com <box>766 48 855 59</box>
